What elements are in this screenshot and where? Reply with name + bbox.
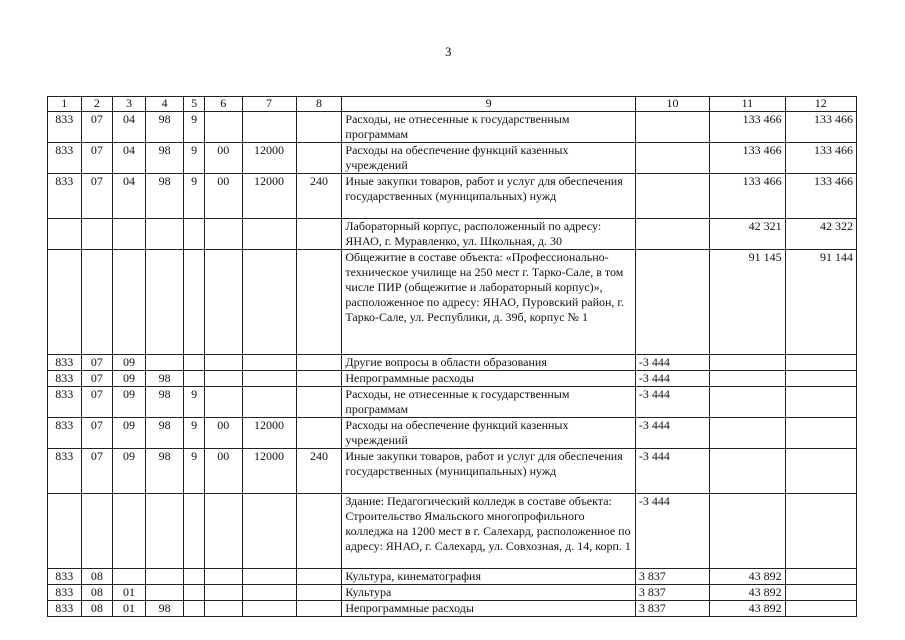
amount-col10-cell: 3 837 [635, 601, 709, 617]
code-expense-type-cell [296, 494, 342, 569]
code-section-cell: 07 [81, 174, 113, 219]
col-header-7: 7 [242, 97, 296, 112]
amount-col11-cell [710, 371, 785, 387]
table-row [48, 371, 857, 387]
amount-col10-cell [635, 112, 709, 143]
code-expense-type-cell [296, 585, 342, 601]
description-cell: Культура, кинематография [342, 569, 635, 585]
code-target-cell [242, 569, 296, 585]
header-row [48, 97, 857, 112]
code-subsection-cell: 09 [113, 355, 146, 371]
amount-col12-cell [785, 387, 856, 418]
table-row [48, 250, 857, 355]
code-section-cell: 08 [81, 601, 113, 617]
table-row [48, 449, 857, 494]
code-section-cell: 07 [81, 355, 113, 371]
code-program-cell: 98 [145, 601, 184, 617]
code-target-cell: 12000 [242, 143, 296, 174]
amount-col12-cell: 133 466 [785, 143, 856, 174]
amount-col10-cell [635, 174, 709, 219]
code-subsection-cell: 09 [113, 387, 146, 418]
table-row [48, 569, 857, 585]
code-direction-cell: 9 [184, 418, 204, 449]
description-cell: Расходы на обеспечение функций казенных учреждений [342, 143, 635, 174]
code-subsection-cell: 04 [113, 174, 146, 219]
code-grbs-cell: 833 [48, 355, 82, 371]
amount-col11-cell: 43 892 [710, 601, 785, 617]
code-direction-cell [184, 355, 204, 371]
table-row [48, 418, 857, 449]
table-row [48, 585, 857, 601]
col-header-3: 3 [113, 97, 146, 112]
amount-col10-cell [635, 143, 709, 174]
code-subsection-cell: 04 [113, 112, 146, 143]
table-row [48, 112, 857, 143]
description-cell: Расходы, не отнесенные к государственным программам [342, 387, 635, 418]
amount-col11-cell: 133 466 [710, 143, 785, 174]
code-target-cell [242, 250, 296, 355]
code-grbs-cell: 833 [48, 112, 82, 143]
code-expense-type-cell [296, 601, 342, 617]
amount-col12-cell: 42 322 [785, 219, 856, 250]
amount-col11-cell: 42 321 [710, 219, 785, 250]
amount-col10-cell: 3 837 [635, 585, 709, 601]
code-program-cell: 98 [145, 112, 184, 143]
code-target-cell [242, 355, 296, 371]
col-header-6: 6 [204, 97, 242, 112]
amount-col11-cell [710, 494, 785, 569]
code-grbs-cell: 833 [48, 449, 82, 494]
code-section-cell [81, 250, 113, 355]
amount-col12-cell [785, 449, 856, 494]
code-target-cell: 12000 [242, 174, 296, 219]
description-cell: Лабораторный корпус, расположенный по адресу: ЯНАО, г. Муравленко, ул. Школьная, д. 30 [342, 219, 635, 250]
col-header-8: 8 [296, 97, 342, 112]
amount-col11-cell: 43 892 [710, 585, 785, 601]
code-direction-cell: 9 [184, 174, 204, 219]
code-section-cell: 07 [81, 449, 113, 494]
code-expense-type-cell [296, 143, 342, 174]
table-row [48, 387, 857, 418]
amount-col10-cell: -3 444 [635, 387, 709, 418]
amount-col12-cell: 91 144 [785, 250, 856, 355]
code-subprogram-cell: 00 [204, 449, 242, 494]
description-cell: Непрограммные расходы [342, 601, 635, 617]
code-subsection-cell [113, 494, 146, 569]
code-subsection-cell: 09 [113, 449, 146, 494]
amount-col12-cell: 133 466 [785, 112, 856, 143]
code-subsection-cell: 09 [113, 418, 146, 449]
description-cell: Расходы на обеспечение функций казенных учреждений [342, 418, 635, 449]
table-row [48, 355, 857, 371]
description-cell: Иные закупки товаров, работ и услуг для обеспечения государственных (муниципальных) нужд [342, 449, 635, 494]
code-program-cell: 98 [145, 449, 184, 494]
description-cell: Общежитие в составе объекта: «Профессионально-техническое училище на 250 мест г. Тарко-Сале, в том числе ПИР (общежитие и лабораторный корпус)», расположенное по адресу: ЯНАО, Пуровский район, г. Тарко-Сале, ул. Республики, д. 39б, корпус № 1 [342, 250, 635, 355]
code-target-cell [242, 585, 296, 601]
code-grbs-cell: 833 [48, 174, 82, 219]
code-section-cell: 07 [81, 418, 113, 449]
code-grbs-cell: 833 [48, 143, 82, 174]
amount-col12-cell [785, 494, 856, 569]
amount-col11-cell: 91 145 [710, 250, 785, 355]
code-target-cell [242, 601, 296, 617]
code-direction-cell [184, 250, 204, 355]
amount-col11-cell: 43 892 [710, 569, 785, 585]
code-direction-cell [184, 569, 204, 585]
budget-table [47, 96, 857, 617]
amount-col12-cell [785, 601, 856, 617]
code-direction-cell [184, 601, 204, 617]
code-expense-type-cell [296, 355, 342, 371]
amount-col11-cell: 133 466 [710, 174, 785, 219]
code-target-cell [242, 219, 296, 250]
code-subprogram-cell [204, 494, 242, 569]
amount-col10-cell: -3 444 [635, 449, 709, 494]
code-direction-cell [184, 585, 204, 601]
col-header-11: 11 [710, 97, 785, 112]
description-cell: Расходы, не отнесенные к государственным программам [342, 112, 635, 143]
amount-col12-cell [785, 371, 856, 387]
amount-col10-cell [635, 250, 709, 355]
col-header-9: 9 [342, 97, 635, 112]
code-program-cell: 98 [145, 418, 184, 449]
description-cell: Культура [342, 585, 635, 601]
code-grbs-cell: 833 [48, 371, 82, 387]
table-body [48, 112, 857, 617]
code-grbs-cell: 833 [48, 585, 82, 601]
code-section-cell [81, 494, 113, 569]
code-subprogram-cell: 00 [204, 174, 242, 219]
code-subprogram-cell: 00 [204, 418, 242, 449]
code-expense-type-cell [296, 112, 342, 143]
code-section-cell: 08 [81, 569, 113, 585]
code-program-cell [145, 355, 184, 371]
code-subprogram-cell: 00 [204, 143, 242, 174]
code-expense-type-cell [296, 569, 342, 585]
code-subprogram-cell [204, 250, 242, 355]
code-program-cell: 98 [145, 174, 184, 219]
code-target-cell [242, 112, 296, 143]
code-subprogram-cell [204, 601, 242, 617]
description-cell: Непрограммные расходы [342, 371, 635, 387]
description-cell: Здание: Педагогический колледж в составе объекта: Строительство Ямальского многопрофильного колледжа на 1200 мест в г. Салехард, расположенное по адресу: ЯНАО, г. Салехард, ул. Совхозная, д. 14, корп. 1 [342, 494, 635, 569]
code-direction-cell [184, 371, 204, 387]
code-subsection-cell [113, 219, 146, 250]
code-section-cell: 07 [81, 143, 113, 174]
amount-col10-cell: 3 837 [635, 569, 709, 585]
code-subprogram-cell [204, 112, 242, 143]
code-section-cell: 07 [81, 371, 113, 387]
code-subprogram-cell [204, 585, 242, 601]
code-expense-type-cell [296, 219, 342, 250]
code-program-cell [145, 569, 184, 585]
code-direction-cell [184, 494, 204, 569]
code-subprogram-cell [204, 219, 242, 250]
amount-col11-cell: 133 466 [710, 112, 785, 143]
col-header-10: 10 [635, 97, 709, 112]
amount-col10-cell: -3 444 [635, 494, 709, 569]
code-program-cell: 98 [145, 371, 184, 387]
code-program-cell [145, 585, 184, 601]
amount-col10-cell: -3 444 [635, 371, 709, 387]
code-subprogram-cell [204, 387, 242, 418]
description-cell: Другие вопросы в области образования [342, 355, 635, 371]
description-cell: Иные закупки товаров, работ и услуг для обеспечения государственных (муниципальных) нужд [342, 174, 635, 219]
code-program-cell: 98 [145, 387, 184, 418]
col-header-5: 5 [184, 97, 204, 112]
amount-col11-cell [710, 387, 785, 418]
amount-col11-cell [710, 418, 785, 449]
col-header-1: 1 [48, 97, 82, 112]
code-section-cell: 07 [81, 112, 113, 143]
code-direction-cell: 9 [184, 387, 204, 418]
code-grbs-cell [48, 250, 82, 355]
table-row [48, 494, 857, 569]
table-row [48, 143, 857, 174]
col-header-4: 4 [145, 97, 184, 112]
code-subprogram-cell [204, 569, 242, 585]
col-header-12: 12 [785, 97, 856, 112]
table-row [48, 601, 857, 617]
code-direction-cell: 9 [184, 449, 204, 494]
amount-col10-cell [635, 219, 709, 250]
code-subsection-cell: 01 [113, 601, 146, 617]
code-target-cell [242, 371, 296, 387]
code-direction-cell [184, 219, 204, 250]
code-subprogram-cell [204, 371, 242, 387]
amount-col12-cell [785, 355, 856, 371]
code-target-cell: 12000 [242, 449, 296, 494]
code-target-cell: 12000 [242, 418, 296, 449]
code-grbs-cell [48, 494, 82, 569]
code-direction-cell: 9 [184, 143, 204, 174]
code-section-cell [81, 219, 113, 250]
code-subsection-cell: 09 [113, 371, 146, 387]
code-program-cell [145, 250, 184, 355]
amount-col12-cell [785, 569, 856, 585]
code-subprogram-cell [204, 355, 242, 371]
code-subsection-cell: 01 [113, 585, 146, 601]
code-program-cell [145, 494, 184, 569]
amount-col12-cell: 133 466 [785, 174, 856, 219]
code-subsection-cell [113, 569, 146, 585]
code-grbs-cell: 833 [48, 569, 82, 585]
code-expense-type-cell [296, 250, 342, 355]
code-direction-cell: 9 [184, 112, 204, 143]
page-number: 3 [445, 44, 452, 59]
code-target-cell [242, 387, 296, 418]
table-row [48, 174, 857, 219]
amount-col10-cell: -3 444 [635, 355, 709, 371]
code-grbs-cell [48, 219, 82, 250]
code-expense-type-cell [296, 418, 342, 449]
code-expense-type-cell: 240 [296, 174, 342, 219]
amount-col10-cell: -3 444 [635, 418, 709, 449]
code-grbs-cell: 833 [48, 418, 82, 449]
code-program-cell [145, 219, 184, 250]
amount-col11-cell [710, 355, 785, 371]
table-row [48, 219, 857, 250]
code-subsection-cell: 04 [113, 143, 146, 174]
code-grbs-cell: 833 [48, 601, 82, 617]
code-expense-type-cell [296, 387, 342, 418]
amount-col11-cell [710, 449, 785, 494]
code-target-cell [242, 494, 296, 569]
col-header-2: 2 [81, 97, 113, 112]
code-grbs-cell: 833 [48, 387, 82, 418]
code-expense-type-cell [296, 371, 342, 387]
code-section-cell: 07 [81, 387, 113, 418]
amount-col12-cell [785, 585, 856, 601]
code-expense-type-cell: 240 [296, 449, 342, 494]
code-subsection-cell [113, 250, 146, 355]
code-section-cell: 08 [81, 585, 113, 601]
code-program-cell: 98 [145, 143, 184, 174]
amount-col12-cell [785, 418, 856, 449]
